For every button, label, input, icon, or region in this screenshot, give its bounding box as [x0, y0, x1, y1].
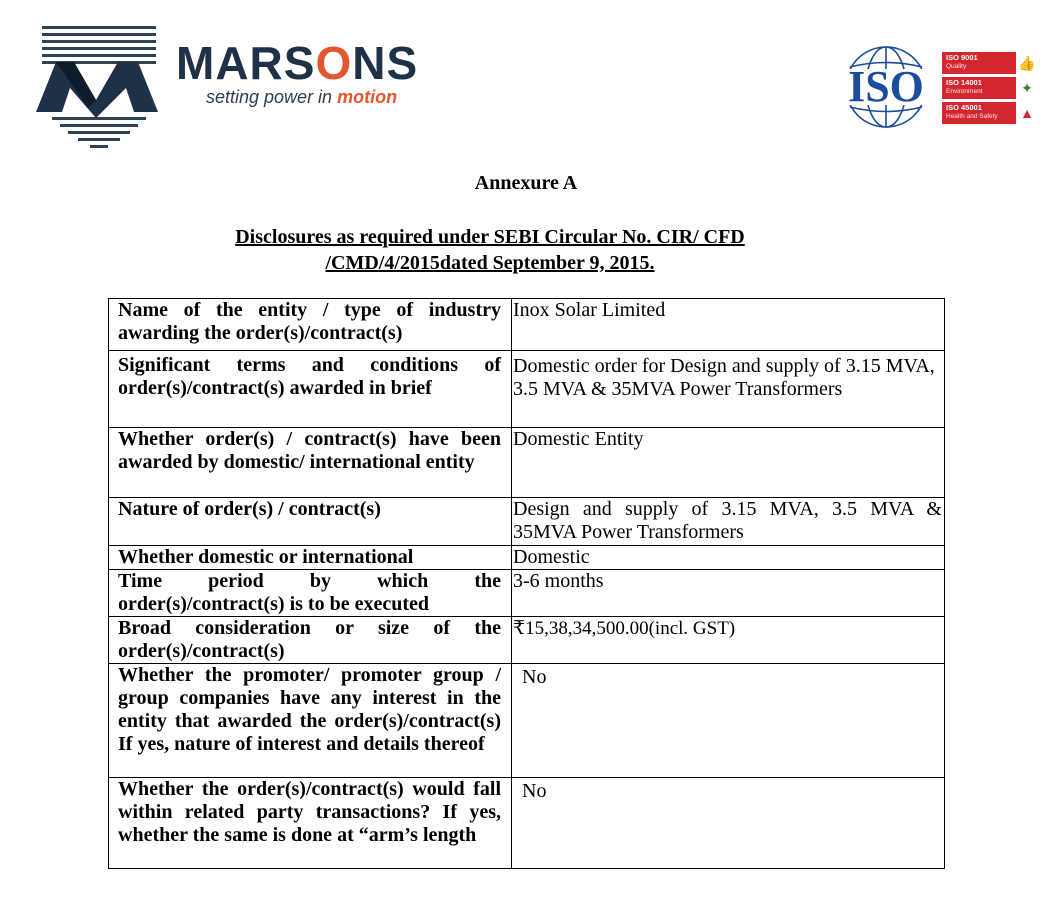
leaf-icon: ✦: [1016, 77, 1038, 99]
circular-heading: Disclosures as required under SEBI Circular No. CIR/ CFD /CMD/4/2015dated September 9, 2015.: [235, 226, 745, 274]
row-value: Domestic: [512, 546, 945, 570]
row-label: Whether the promoter/ promoter group / group companies have any interest in the entity that awarded the order(s)/contract(s) If yes, nature of interest and details thereof: [109, 664, 512, 778]
brand-name: MARSONS: [176, 37, 419, 89]
row-label: Whether domestic or international: [109, 546, 512, 570]
safety-helmet-icon: ▲: [1016, 102, 1038, 124]
table-row: [109, 498, 945, 546]
iso-badges: [942, 52, 1038, 127]
table-row: [109, 617, 945, 664]
row-value: Inox Solar Limited: [512, 299, 945, 351]
table-row: [109, 570, 945, 617]
row-label: Broad consideration or size of the order(s)/contract(s): [109, 617, 512, 664]
table-row: [109, 778, 945, 869]
row-label: Name of the entity / type of industry awarding the order(s)/contract(s): [109, 299, 512, 351]
iso-logo-text: ISO: [848, 62, 924, 111]
iso-badge: ISO 9001 Quality 👍: [942, 52, 1038, 74]
iso-badge: ISO 45001 Health and Safety ▲: [942, 102, 1038, 124]
thumbs-up-icon: 👍: [1016, 52, 1038, 74]
row-label: Time period by which the order(s)/contract(s) is to be executed: [109, 570, 512, 617]
row-value: No: [512, 664, 945, 778]
table-row: [109, 299, 945, 351]
row-value: Domestic order for Design and supply of 3.15 MVA, 3.5 MVA & 35MVA Power Transformers: [512, 351, 945, 428]
table-row: [109, 428, 945, 498]
row-label: Whether the order(s)/contract(s) would fall within related party transactions? If yes, whether the same is done at “arm’s length: [109, 778, 512, 869]
table-row: [109, 546, 945, 570]
row-value: Design and supply of 3.15 MVA, 3.5 MVA & 35MVA Power Transformers: [512, 498, 945, 546]
iso-badge: ISO 14001 Environment ✦: [942, 77, 1038, 99]
table-row: [109, 664, 945, 778]
disclosure-table: [108, 298, 945, 869]
marsons-logo-icon: [34, 22, 162, 150]
table-row: [109, 351, 945, 428]
row-value: 3-6 months: [512, 570, 945, 617]
brand-tagline: setting power in motion: [206, 87, 398, 107]
row-label: Nature of order(s) / contract(s): [109, 498, 512, 546]
row-value: Domestic Entity: [512, 428, 945, 498]
row-label: Whether order(s) / contract(s) have been awarded by domestic/ international entity: [109, 428, 512, 498]
row-label: Significant terms and conditions of order(s)/contract(s) awarded in brief: [109, 351, 512, 428]
annexure-title: Annexure A: [474, 172, 578, 194]
row-value: No: [512, 778, 945, 869]
row-value: ₹15,38,34,500.00(incl. GST): [512, 617, 945, 664]
